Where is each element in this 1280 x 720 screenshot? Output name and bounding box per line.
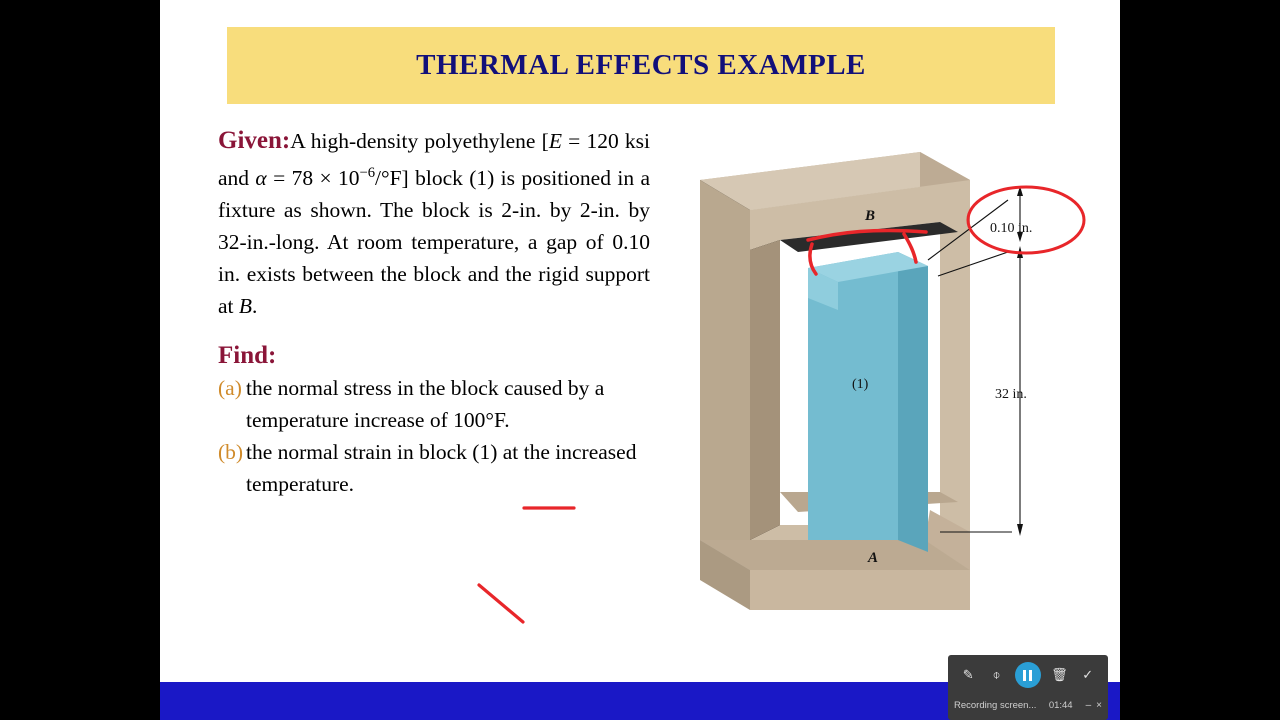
close-button[interactable]: ×: [1096, 699, 1102, 711]
pen-icon[interactable]: ✎: [962, 667, 974, 682]
recorder-status-bar: [948, 695, 1108, 715]
figure-label-a: A: [868, 550, 879, 566]
find-heading-row: [218, 342, 650, 370]
given-paragraph: [218, 125, 650, 322]
figure-block-in-fixture: [690, 140, 1090, 620]
given-symbol-alpha: α: [255, 166, 267, 191]
recording-timer: 01:44: [1048, 699, 1073, 711]
figure-label-b: B: [865, 208, 876, 224]
find-item-text: the normal stress in the block caused by a temperature increase of 100°F.: [246, 376, 605, 433]
no-draw-icon[interactable]: ⌽: [992, 667, 1001, 682]
given-text-1: A high-density polyethylene [: [290, 129, 549, 153]
pause-icon[interactable]: [1015, 662, 1041, 688]
recording-status-label: Recording screen...: [954, 699, 1037, 711]
find-item-marker: (b): [218, 440, 244, 465]
find-label: Find:: [218, 342, 277, 370]
given-text-3: = 78 × 10: [266, 166, 360, 191]
list-item: [218, 436, 650, 500]
given-text-5: .: [252, 294, 258, 319]
find-item-marker: (a): [218, 376, 242, 401]
check-icon[interactable]: ✓: [1082, 667, 1094, 682]
figure-label-block: (1): [852, 377, 869, 392]
given-symbol-e: E: [548, 129, 562, 153]
delete-icon[interactable]: 🗑: [1051, 667, 1068, 682]
polyethylene-block: [808, 252, 928, 552]
slide-text-column: [218, 125, 650, 500]
slide-canvas: [160, 0, 1120, 720]
given-exponent: −6: [359, 165, 376, 181]
slide-title-banner: [227, 27, 1055, 104]
given-text-2: = 120 ksi and: [218, 129, 650, 191]
dimension-gap-label: 0.10 in.: [990, 221, 1033, 236]
dimension-length-label: 32 in.: [995, 387, 1027, 402]
find-item-text: the normal strain in block (1) at the increased temperature.: [246, 440, 637, 497]
given-symbol-b: B: [238, 294, 253, 319]
given-text-4: /°F] block (1) is positioned in a fixture as shown. The block is 2-in. by 2-in. by 32-in.-long. At room temperature, a gap of 0.10 in. exists between the block and the rigid support at: [218, 166, 650, 319]
find-list: [218, 372, 650, 500]
list-item: [218, 372, 650, 436]
screen-recorder-widget[interactable]: [948, 655, 1108, 720]
given-label: Given:: [218, 127, 291, 154]
minimize-button[interactable]: –: [1085, 699, 1092, 711]
recorder-toolbar: [948, 655, 1108, 695]
page-title: THERMAL EFFECTS EXAMPLE: [416, 49, 866, 81]
